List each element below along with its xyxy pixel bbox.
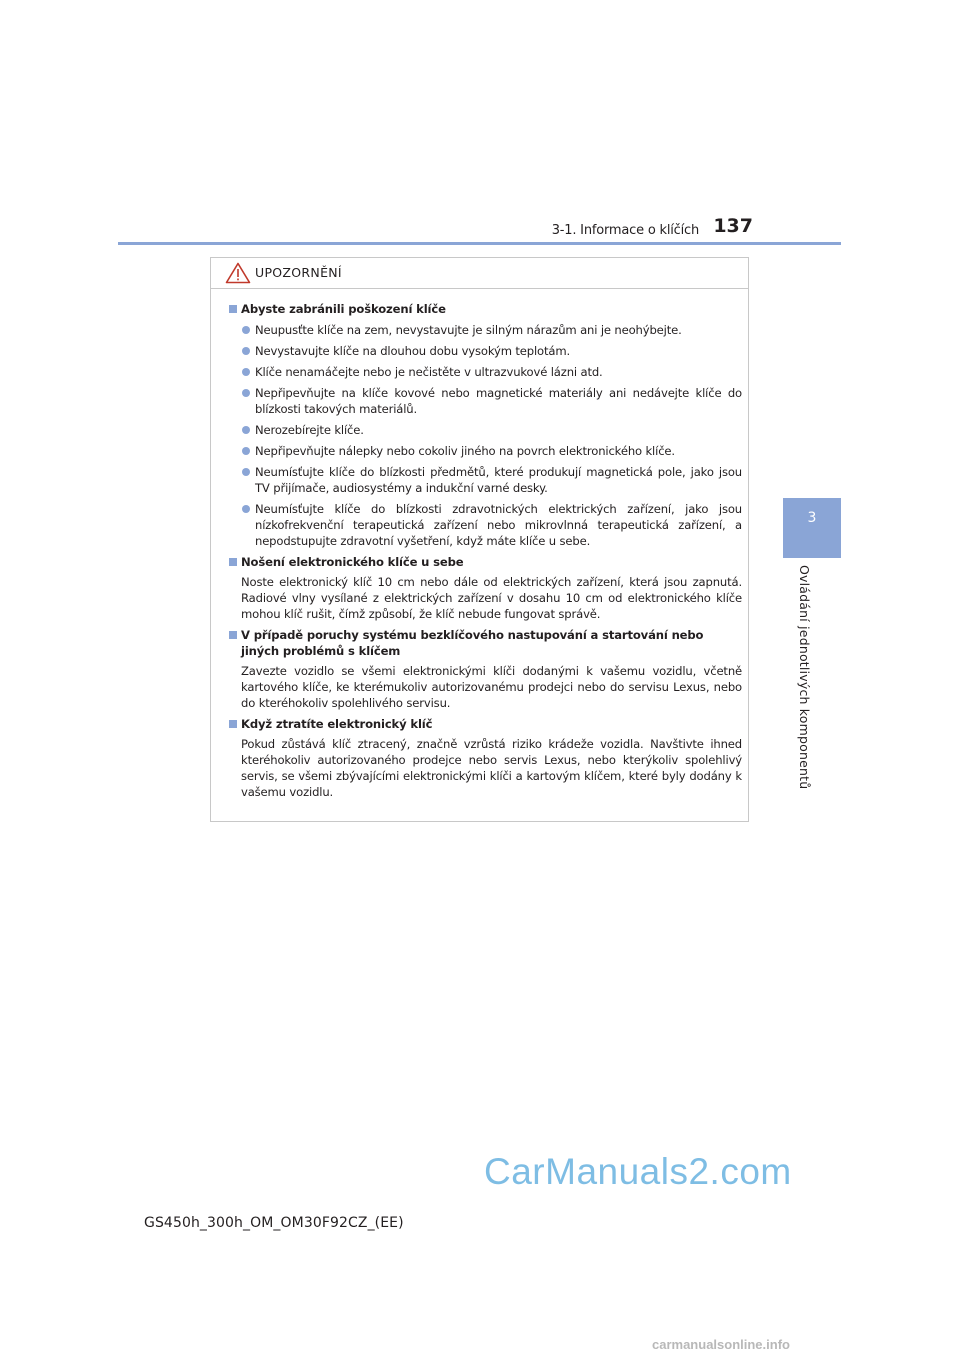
chapter-title: Ovládání jednotlivých komponentů: [797, 565, 812, 790]
warning-title: UPOZORNĚNÍ: [255, 265, 342, 280]
round-bullet-icon: [242, 426, 250, 434]
list-item: Nevystavujte klíče na dlouhou dobu vysokým teplotám.: [229, 343, 742, 359]
list-item: Nepřipevňujte nálepky nebo cokoliv jiného na povrch elektronického klíče.: [229, 443, 742, 459]
watermark-logo: CarManuals2.com: [484, 1151, 792, 1192]
section-paragraph: Zavezte vozidlo se všemi elektronickými klíči dodanými k vašemu vozidlu, včetně kartového klíče, ke kterémukoliv autorizovanému prodejci nebo do servisu Lexus, nebo do kteréhokoliv spolehlivého servisu.: [241, 664, 742, 710]
list-item: Nepřipevňujte na klíče kovové nebo magnetické materiály ani nedávejte klíče do blízkosti takových materiálů.: [229, 385, 742, 417]
page-header: [118, 214, 841, 244]
section-heading: Nošení elektronického klíče u sebe: [229, 554, 742, 570]
section-title: 3-1. Informace o klíčích: [551, 223, 699, 238]
round-bullet-icon: [242, 447, 250, 455]
page-number: 137: [713, 215, 753, 237]
watermark-url: carmanualsonline.info: [652, 1337, 790, 1352]
round-bullet-icon: [242, 326, 250, 334]
warning-triangle-icon: [225, 262, 251, 284]
chapter-tab: [783, 498, 841, 558]
section-heading: Když ztratíte elektronický klíč: [229, 716, 742, 732]
list-item: Nerozebírejte klíče.: [229, 422, 742, 438]
square-bullet-icon: [229, 305, 237, 313]
square-bullet-icon: [229, 558, 237, 566]
header-rule: [118, 242, 841, 245]
warning-header: [211, 258, 748, 289]
warning-body: [211, 289, 748, 800]
list-item: Neumísťujte klíče do blízkosti zdravotnických elektrických zařízení, jako jsou nízkofrekvenční terapeutická zařízení nebo mikrovlnná terapeutická zařízení, a nepodstupujte zdravotní vyšetření, když máte klíče u sebe.: [229, 501, 742, 549]
round-bullet-icon: [242, 347, 250, 355]
warning-box: [210, 257, 749, 822]
document-code: GS450h_300h_OM_OM30F92CZ_(EE): [144, 1215, 404, 1231]
round-bullet-icon: [242, 468, 250, 476]
list-item: Klíče nenamáčejte nebo je nečistěte v ultrazvukové lázni atd.: [229, 364, 742, 380]
round-bullet-icon: [242, 505, 250, 513]
square-bullet-icon: [229, 631, 237, 639]
chapter-number: 3: [807, 510, 817, 526]
section-heading: Abyste zabránili poškození klíče: [229, 301, 742, 317]
section-paragraph: Pokud zůstává klíč ztracený, značně vzrůstá riziko krádeže vozidla. Navštivte ihned kteréhokoliv autorizovaného prodejce nebo servis Lexus, nebo kterýkoliv spolehlivý servis, se všemi zbývajícími elektronickými klíči a kartovým klíčem, které byly dodány k vašemu vozidlu.: [241, 737, 742, 799]
section-heading: V případě poruchy systému bezklíčového nastupování a startování nebo jiných problémů s klíčem: [229, 627, 742, 659]
section-paragraph: Noste elektronický klíč 10 cm nebo dále od elektrických zařízení, která jsou zapnutá. Radiové vlny vysílané z elektrických zařízení v dosahu 10 cm od elektronického klíče mohou klíč rušit, čímž způsobí, že klíč nebude fungovat správě.: [241, 575, 742, 621]
list-item: Neupusťte klíče na zem, nevystavujte je silným nárazům ani je neohýbejte.: [229, 322, 742, 338]
round-bullet-icon: [242, 368, 250, 376]
round-bullet-icon: [242, 389, 250, 397]
list-item: Neumísťujte klíče do blízkosti předmětů, které produkují magnetická pole, jako jsou TV přijímače, audiosystémy a indukční varné desky.: [229, 464, 742, 496]
square-bullet-icon: [229, 720, 237, 728]
